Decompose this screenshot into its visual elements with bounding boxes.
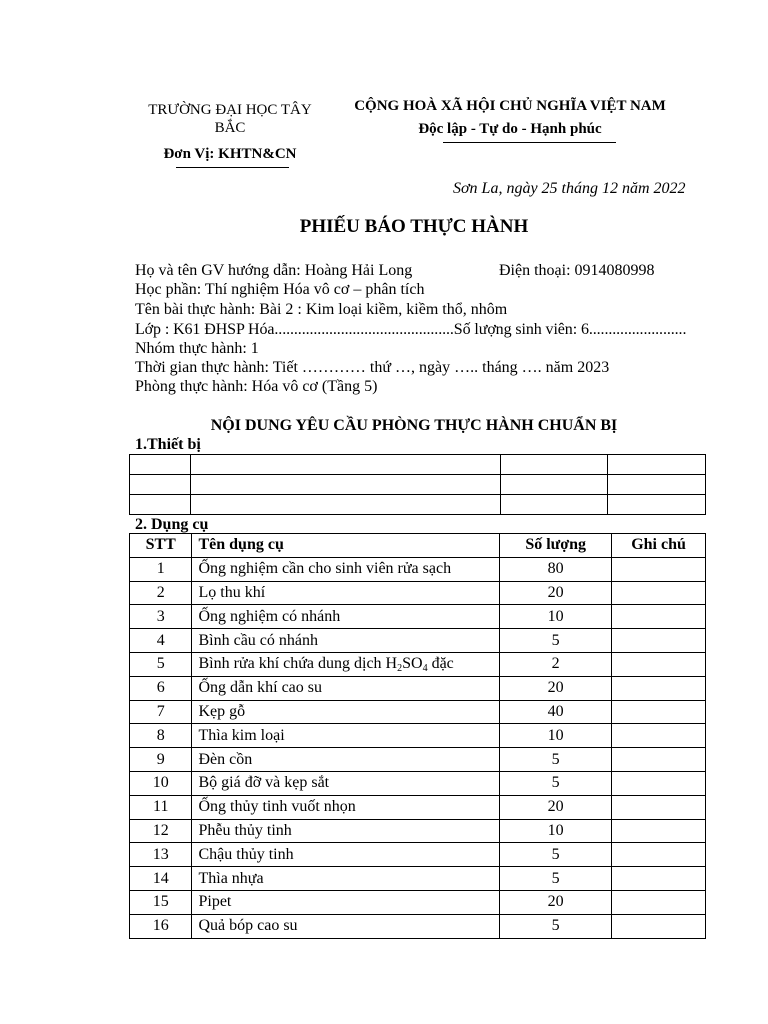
row-tool-name: Bộ giá đỡ và kẹp sắt	[192, 771, 500, 795]
row-note	[612, 676, 706, 700]
row-stt: 16	[130, 914, 192, 938]
tool-name-part: 4	[422, 663, 428, 675]
row-stt: 1	[130, 557, 192, 581]
row-tool-name: Ống thủy tinh vuốt nhọn	[192, 795, 500, 819]
tool-name-part: đặc	[427, 655, 454, 673]
class-line: Lớp : K61 ĐHSP Hóa..............................................Số lượng sinh viên: 6.........................	[135, 321, 687, 338]
row-tool-name: Kẹp gỗ	[192, 700, 500, 724]
row-note	[612, 581, 706, 605]
row-tool-name: Chậu thủy tinh	[192, 843, 500, 867]
row-note	[612, 748, 706, 772]
row-stt: 5	[130, 652, 192, 676]
row-tool-name: Lọ thu khí	[192, 581, 500, 605]
row-note	[612, 843, 706, 867]
row-stt: 6	[130, 676, 192, 700]
equipment-table	[129, 454, 706, 515]
row-tool-name: Đèn cồn	[192, 748, 500, 772]
row-stt: 14	[130, 867, 192, 891]
row-tool-name: Ống nghiệm có nhánh	[192, 605, 500, 629]
school-name	[140, 101, 320, 137]
tool-name-part: 2	[397, 663, 403, 675]
school-name-line1: TRƯỜNG ĐẠI HỌC TÂY	[148, 102, 312, 118]
table-row	[130, 676, 706, 700]
row-stt: 8	[130, 724, 192, 748]
section-title: NỘI DUNG YÊU CẦU PHÒNG THỰC HÀNH CHUẨN BỊ	[210, 417, 618, 434]
row-quantity: 5	[500, 748, 612, 772]
table-row	[130, 700, 706, 724]
unit-underline	[176, 167, 289, 168]
table-cell	[191, 455, 501, 475]
row-stt: 7	[130, 700, 192, 724]
school-name-line2: BẮC	[214, 120, 246, 136]
row-quantity: 20	[500, 795, 612, 819]
row-note	[612, 724, 706, 748]
row-quantity: 20	[500, 676, 612, 700]
table-row	[130, 475, 706, 495]
row-note	[612, 629, 706, 653]
column-header-quantity: Số lượng	[500, 534, 612, 558]
table-row	[130, 771, 706, 795]
row-stt: 10	[130, 771, 192, 795]
row-note	[612, 867, 706, 891]
row-quantity: 5	[500, 771, 612, 795]
nation-title: CỘNG HOÀ XÃ HỘI CHỦ NGHĨA VIỆT NAM	[354, 98, 666, 114]
column-header-name: Tên dụng cụ	[192, 534, 500, 558]
table-row	[130, 629, 706, 653]
table-row	[130, 557, 706, 581]
row-quantity: 20	[500, 581, 612, 605]
group-line: Nhóm thực hành: 1	[135, 340, 259, 357]
tool-name-part: Bình rửa khí chứa dung dịch H	[198, 655, 398, 673]
row-tool-name: Thìa kim loại	[192, 724, 500, 748]
row-note	[612, 557, 706, 581]
row-note	[612, 890, 706, 914]
module-line: Học phần: Thí nghiệm Hóa vô cơ – phân tích	[135, 281, 425, 298]
row-note	[612, 771, 706, 795]
table-cell	[608, 475, 706, 495]
row-tool-name: Thìa nhựa	[192, 867, 500, 891]
motto-underline	[443, 142, 616, 143]
table-row	[130, 605, 706, 629]
row-tool-name: Ống nghiệm cần cho sinh viên rửa sạch	[192, 557, 500, 581]
phone-line: Điện thoại: 0914080998	[499, 262, 655, 279]
row-tool-name: Quả bóp cao su	[192, 914, 500, 938]
row-quantity: 2	[500, 652, 612, 676]
row-stt: 9	[130, 748, 192, 772]
table-row	[130, 455, 706, 475]
table-row	[130, 724, 706, 748]
row-tool-name	[192, 652, 500, 676]
equipment-heading: 1.Thiết bị	[135, 436, 201, 453]
table-header-row	[130, 534, 706, 558]
table-cell	[608, 495, 706, 515]
table-row	[130, 843, 706, 867]
page-title: PHIẾU BÁO THỰC HÀNH	[299, 216, 529, 237]
table-cell	[608, 455, 706, 475]
table-row	[130, 867, 706, 891]
row-stt: 12	[130, 819, 192, 843]
table-row	[130, 748, 706, 772]
row-note	[612, 795, 706, 819]
tool-name-part: SO	[402, 655, 423, 673]
row-note	[612, 652, 706, 676]
row-quantity: 10	[500, 724, 612, 748]
row-note	[612, 819, 706, 843]
table-cell	[501, 455, 608, 475]
row-quantity: 10	[500, 605, 612, 629]
row-stt: 13	[130, 843, 192, 867]
row-tool-name: Pipet	[192, 890, 500, 914]
unit-name: Đơn Vị: KHTN&CN	[163, 146, 297, 162]
row-stt: 2	[130, 581, 192, 605]
table-cell	[130, 455, 191, 475]
row-tool-name: Bình cầu có nhánh	[192, 629, 500, 653]
table-row	[130, 890, 706, 914]
row-stt: 11	[130, 795, 192, 819]
row-stt: 4	[130, 629, 192, 653]
row-note	[612, 700, 706, 724]
row-stt: 3	[130, 605, 192, 629]
row-quantity: 10	[500, 819, 612, 843]
table-cell	[130, 475, 191, 495]
column-header-stt: STT	[130, 534, 192, 558]
column-header-note: Ghi chú	[612, 534, 706, 558]
table-cell	[191, 475, 501, 495]
room-line: Phòng thực hành: Hóa vô cơ (Tầng 5)	[135, 378, 378, 395]
tools-heading: 2. Dụng cụ	[135, 516, 209, 533]
tools-table	[129, 533, 706, 939]
table-row	[130, 819, 706, 843]
table-row	[130, 914, 706, 938]
table-row	[130, 495, 706, 515]
row-tool-name: Phễu thủy tinh	[192, 819, 500, 843]
row-quantity: 5	[500, 629, 612, 653]
table-cell	[501, 475, 608, 495]
row-quantity: 5	[500, 867, 612, 891]
row-quantity: 80	[500, 557, 612, 581]
table-cell	[191, 495, 501, 515]
lesson-line: Tên bài thực hành: Bài 2 : Kim loại kiềm, kiềm thổ, nhôm	[135, 301, 508, 318]
table-row	[130, 581, 706, 605]
tools-table-body	[130, 557, 706, 938]
row-quantity: 5	[500, 843, 612, 867]
motto: Độc lập - Tự do - Hạnh phúc	[418, 121, 602, 137]
table-row	[130, 795, 706, 819]
row-note	[612, 914, 706, 938]
row-quantity: 20	[500, 890, 612, 914]
table-cell	[501, 495, 608, 515]
table-row	[130, 652, 706, 676]
row-quantity: 40	[500, 700, 612, 724]
time-line: Thời gian thực hành: Tiết ………… thứ …, ngày ….. tháng …. năm 2023	[135, 359, 610, 376]
row-note	[612, 605, 706, 629]
row-stt: 15	[130, 890, 192, 914]
place-date: Sơn La, ngày 25 tháng 12 năm 2022	[453, 180, 686, 197]
table-cell	[130, 495, 191, 515]
row-tool-name: Ống dẫn khí cao su	[192, 676, 500, 700]
instructor-line: Họ và tên GV hướng dẫn: Hoàng Hải Long	[135, 262, 413, 279]
row-quantity: 5	[500, 914, 612, 938]
